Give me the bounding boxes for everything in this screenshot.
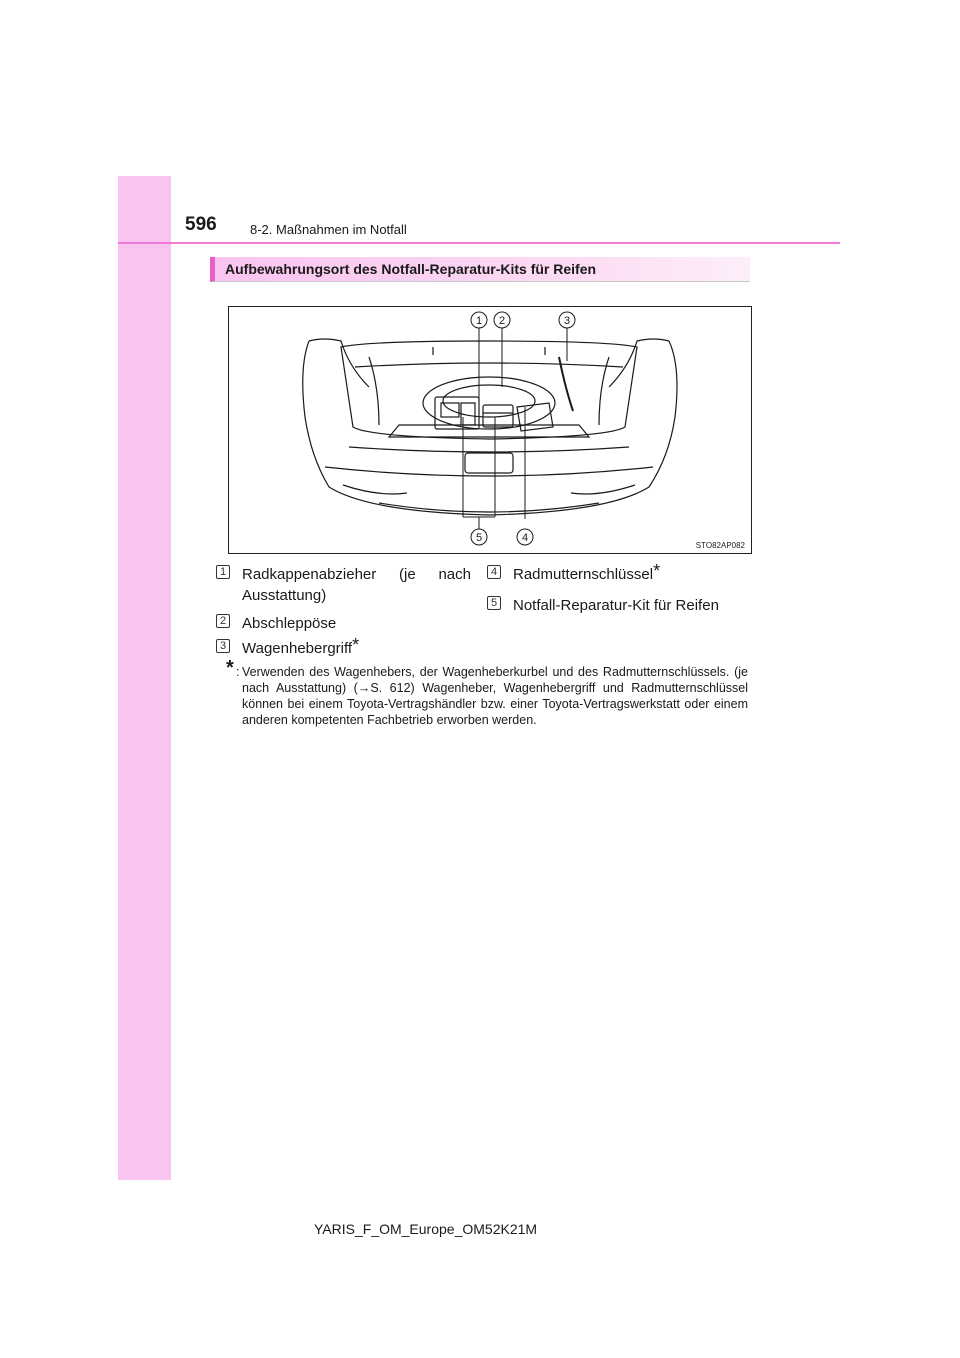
legend-number-3: 3 <box>216 639 230 653</box>
legend-star-3: * <box>352 635 360 655</box>
callout-label-4: 4 <box>521 532 529 544</box>
trunk-illustration <box>228 306 752 554</box>
legend-text-1-line2: Ausstattung) <box>242 587 327 604</box>
legend-text-4: Radmutternschlüssel <box>513 566 654 583</box>
legend-text-5: Notfall-Reparatur-Kit für Reifen <box>513 597 719 614</box>
section-title: 8-2. Maßnahmen im Notfall <box>250 222 407 237</box>
legend-text-2: Abschleppöse <box>242 615 337 632</box>
page-number: 596 <box>185 214 217 235</box>
legend-number-2: 2 <box>216 614 230 628</box>
footnote-text: Verwenden des Wagenhebers, der Wagenheberkurbel und des Radmutternschlüssels. (je nach Ausstattung) (→S. 612) Wagenheber, Wagenhebergriff und Radmutternschlüssel können bei einem Toyota-Vertragshändler bzw. einer Toyota-Vertragswerkstatt oder einem anderen kompetenten Fachbetrieb erworben werden. <box>242 665 748 727</box>
section-heading <box>210 257 750 282</box>
side-tab-band <box>118 176 171 1180</box>
section-heading-text: Aufbewahrungsort des Notfall-Reparatur-Kits für Reifen <box>225 261 597 277</box>
legend-text-3: Wagenhebergriff <box>242 640 353 657</box>
legend-number-1: 1 <box>216 565 230 579</box>
footnote-colon: : <box>236 665 240 679</box>
document-footer: YARIS_F_OM_Europe_OM52K21M <box>314 1221 538 1237</box>
legend-text-1-line1: Radkappenabzieher (je nach <box>242 566 471 583</box>
header-divider <box>118 242 840 244</box>
callout-label-2: 2 <box>498 315 506 327</box>
footnote <box>226 657 748 728</box>
callout-label-5: 5 <box>475 532 483 544</box>
callout-label-1: 1 <box>475 315 483 327</box>
figure-code: STO82AP082 <box>695 541 745 550</box>
callout-label-3: 3 <box>563 315 571 327</box>
trunk-drawing <box>229 307 751 553</box>
legend-star-4: * <box>653 561 661 581</box>
legend-number-5: 5 <box>487 596 501 610</box>
footnote-asterisk: * <box>226 657 234 679</box>
legend-number-4: 4 <box>487 565 501 579</box>
